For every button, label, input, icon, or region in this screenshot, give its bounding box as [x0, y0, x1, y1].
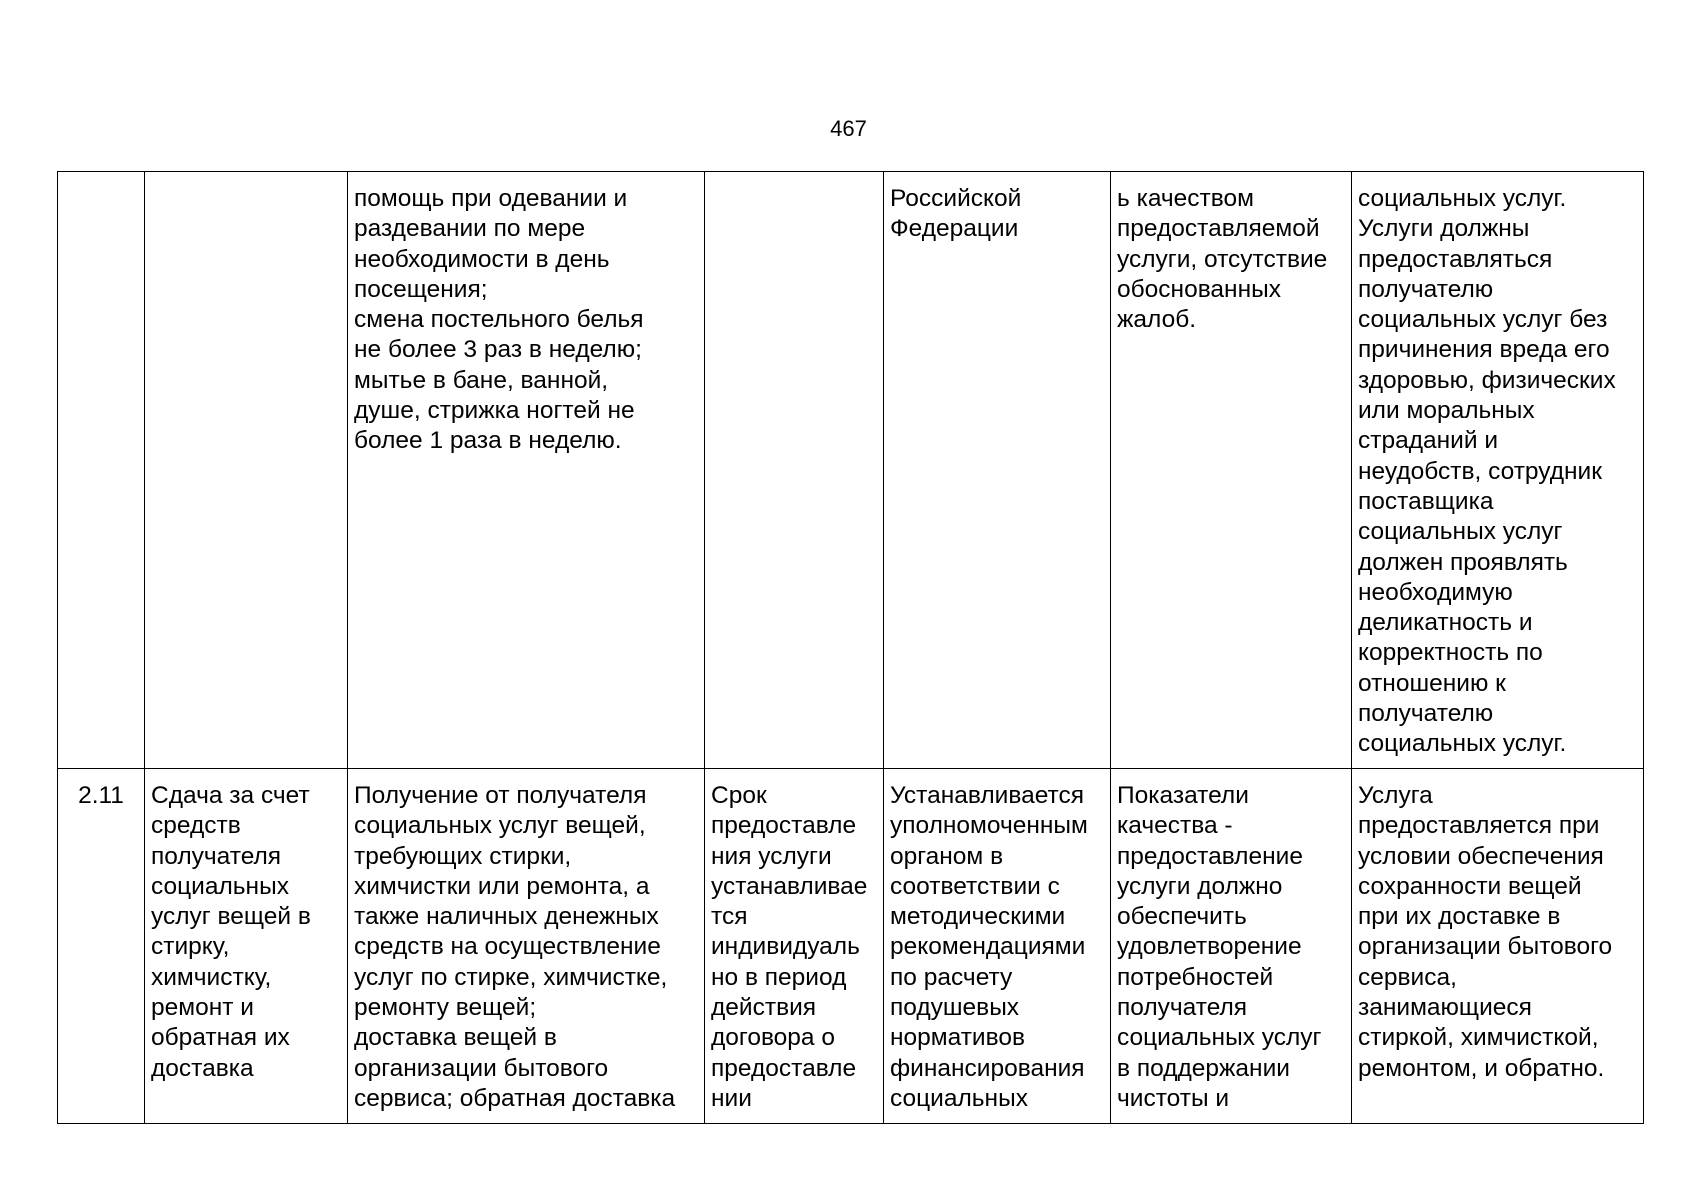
cell-service-conditions: Услуга предоставляется при условии обеспечения сохранности вещей при их доставке в организации бытового сервиса, занимающиеся стиркой, химчисткой, ремонтом, и обратно.	[1352, 769, 1644, 1124]
cell-quality-indicators: ь качеством предоставляемой услуги, отсутствие обоснованных жалоб.	[1111, 172, 1352, 769]
page-number: 467	[830, 116, 867, 141]
table-row	[58, 172, 1644, 769]
cell-service-conditions: социальных услуг. Услуги должны предоставляться получателю социальных услуг без причинения вреда его здоровью, физических или моральных страданий и неудобств, сотрудник поставщика социальных услуг должен проявлять необходимую деликатность и корректность по отношению к получателю социальных услуг.	[1352, 172, 1644, 769]
cell-quality-indicators: Показатели качества - предоставление услуги должно обеспечить удовлетворение потребностей получателя социальных услуг в поддержании чистоты и	[1111, 769, 1352, 1124]
cell-service-description: Получение от получателя социальных услуг вещей, требующих стирки, химчистки или ремонта, а также наличных денежных средств на осуществление услуг по стирке, химчистке, ремонту вещей; доставка вещей в организации бытового сервиса; обратная доставка	[348, 769, 705, 1124]
cell-service-norm: Российской Федерации	[884, 172, 1111, 769]
cell-number: 2.11	[58, 769, 145, 1124]
cell-service-name: Сдача за счет средств получателя социальных услуг вещей в стирку, химчистку, ремонт и обратная их доставка	[145, 769, 348, 1124]
cell-service-name	[145, 172, 348, 769]
cell-service-term: Срок предоставле ния услуги устанавливае тся индивидуаль но в период действия договора о предоставле нии	[705, 769, 884, 1124]
table-row	[58, 769, 1644, 1124]
services-table	[57, 171, 1644, 1124]
cell-service-term	[705, 172, 884, 769]
cell-service-norm: Устанавливается уполномоченным органом в соответствии с методическими рекомендациями по расчету подушевых нормативов финансирования социальных	[884, 769, 1111, 1124]
cell-service-description: помощь при одевании и раздевании по мере необходимости в день посещения; смена постельного белья не более 3 раз в неделю; мытье в бане, ванной, душе, стрижка ногтей не более 1 раза в неделю.	[348, 172, 705, 769]
cell-number	[58, 172, 145, 769]
